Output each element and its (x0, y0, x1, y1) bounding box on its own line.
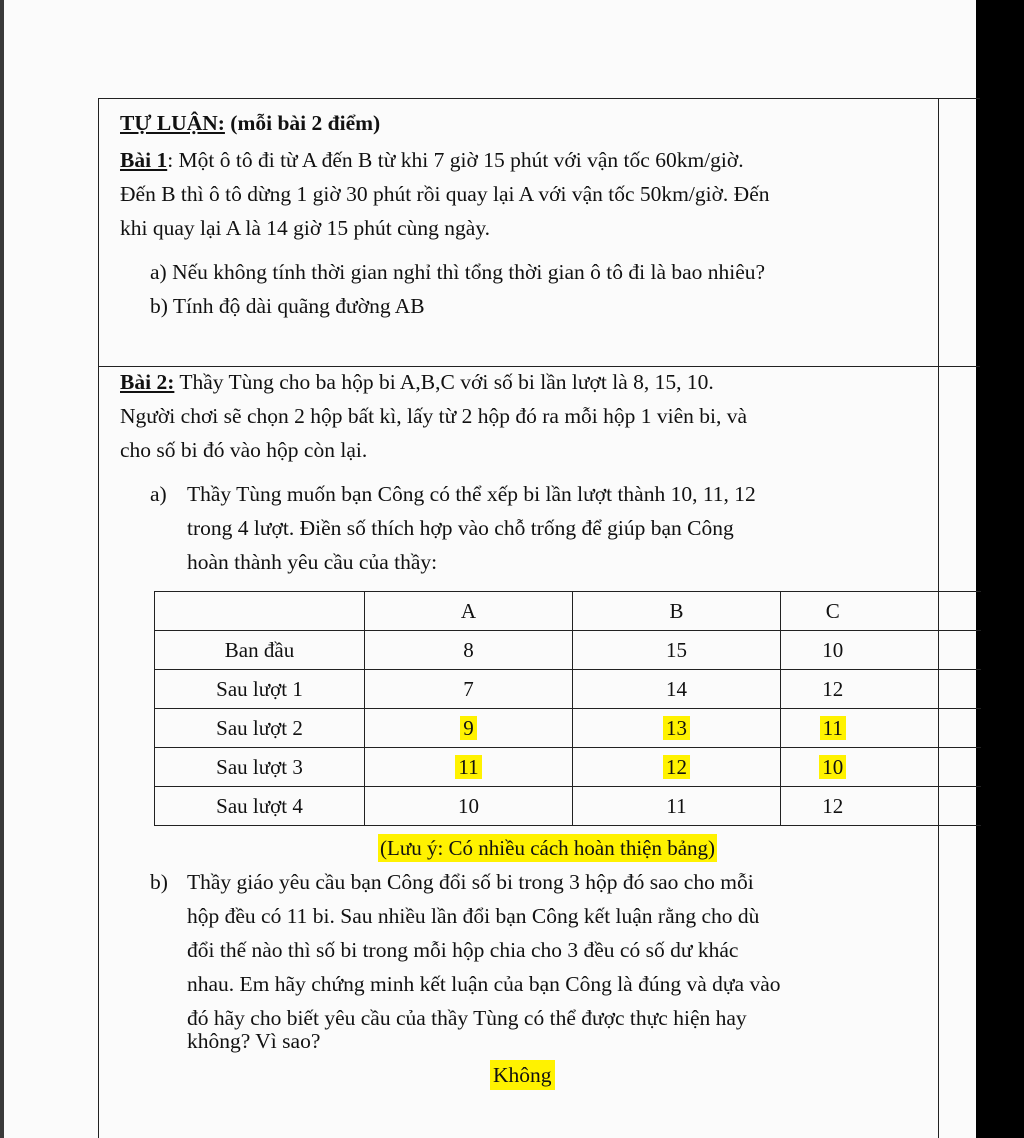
table-cell-value: 10 (822, 637, 844, 662)
section-title: TỰ LUẬN: (120, 111, 225, 135)
filled-answer: 11 (455, 755, 481, 779)
table-header-row (155, 592, 981, 631)
table-row-label: Sau lượt 4 (155, 787, 365, 826)
table-header-cell: B (573, 592, 781, 631)
problem2-part-a-prefix: a) (150, 482, 167, 506)
table-cell-value: 12 (822, 676, 844, 701)
table-row-label: Sau lượt 1 (155, 670, 365, 709)
filled-answer: 10 (819, 755, 846, 779)
table-row-label: Sau lượt 3 (155, 748, 365, 787)
problem2-part-b-line-6: không? Vì sao? (187, 1029, 321, 1053)
table-row-label: Sau lượt 2 (155, 709, 365, 748)
table-cell (781, 631, 981, 670)
table-note: (Lưu ý: Có nhiều cách hoàn thiện bảng) (380, 836, 716, 860)
problem2-part-b-line-4: nhau. Em hãy chứng minh kết luận của bạn Công là đúng và dựa vào (187, 972, 781, 996)
problem2-label: Bài 2: (120, 370, 175, 394)
problem2-line-2: Người chơi sẽ chọn 2 hộp bất kì, lấy từ 2 hộp đó ra mỗi hộp 1 viên bi, và (120, 404, 748, 428)
problem2-part-b-line-1: Thầy giáo yêu cầu bạn Công đổi số bi trong 3 hộp đó sao cho mỗi (187, 870, 754, 894)
problem1-part-a: a) Nếu không tính thời gian nghỉ thì tổng thời gian ô tô đi là bao nhiêu? (150, 260, 766, 284)
problem2-part-b-line-5: đó hãy cho biết yêu cầu của thầy Tùng có thể được thực hiện hay (187, 1006, 747, 1030)
filled-answer: 9 (460, 716, 477, 740)
section-subtitle: (mỗi bài 2 điểm) (230, 111, 381, 135)
problem2-part-b-prefix: b) (150, 870, 168, 894)
table-row (155, 748, 981, 787)
marble-table (154, 591, 981, 826)
table-header-cell (155, 592, 365, 631)
problem2-line-3: cho số bi đó vào hộp còn lại. (120, 438, 368, 462)
table-row (155, 670, 981, 709)
problem2-part-a-line-3: hoàn thành yêu cầu của thầy: (187, 550, 438, 574)
problem1-line-2: Đến B thì ô tô dừng 1 giờ 30 phút rồi quay lại A với vận tốc 50km/giờ. Đến (120, 182, 770, 206)
table-cell (781, 709, 981, 748)
problem2-part-a-line-2: trong 4 lượt. Điền số thích hợp vào chỗ trống để giúp bạn Công (187, 516, 734, 540)
table-cell: 8 (365, 631, 573, 670)
table-row (155, 631, 981, 670)
problem1-label: Bài 1 (120, 148, 168, 172)
table-row (155, 787, 981, 826)
answer-text: Không (490, 1060, 555, 1090)
problem2-line-1 (120, 367, 714, 397)
table-cell (365, 748, 573, 787)
table-cell (781, 670, 981, 709)
problem2-text-1: Thầy Tùng cho ba hộp bi A,B,C với số bi lần lượt là 8, 15, 10. (174, 370, 714, 394)
filled-answer: 13 (663, 716, 690, 740)
table-row-label: Ban đầu (155, 631, 365, 670)
section-heading (120, 108, 380, 138)
table-header-cell (781, 592, 981, 631)
table-cell (781, 787, 981, 826)
table-header-cell: A (365, 592, 573, 631)
problem1-part-b: b) Tính độ dài quãng đường AB (150, 294, 425, 318)
table-cell (365, 709, 573, 748)
table-cell-value: 12 (822, 793, 844, 818)
table-cell (781, 748, 981, 787)
table-cell (573, 709, 781, 748)
problem2-part-b-line-2: hộp đều có 11 bi. Sau nhiều lần đổi bạn Công kết luận rằng cho dù (187, 904, 760, 928)
table-cell: 15 (573, 631, 781, 670)
problem2-part-b-line-3: đổi thế nào thì số bi trong mỗi hộp chia cho 3 đều có số dư khác (187, 938, 739, 962)
table-cell: 14 (573, 670, 781, 709)
filled-answer: 12 (663, 755, 690, 779)
table-cell: 11 (573, 787, 781, 826)
table-header-c: C (825, 598, 840, 623)
problem1-line-1 (120, 145, 744, 175)
problem1-line-3: khi quay lại A là 14 giờ 15 phút cùng ngày. (120, 216, 491, 240)
problem2-part-a-line-1: Thầy Tùng muốn bạn Công có thể xếp bi lần lượt thành 10, 11, 12 (187, 482, 756, 506)
table-cell: 7 (365, 670, 573, 709)
table-cell (573, 748, 781, 787)
filled-answer: 11 (820, 716, 846, 740)
table-cell: 10 (365, 787, 573, 826)
table-row (155, 709, 981, 748)
problem1-text-1: : Một ô tô đi từ A đến B từ khi 7 giờ 15 phút với vận tốc 60km/giờ. (167, 148, 744, 172)
